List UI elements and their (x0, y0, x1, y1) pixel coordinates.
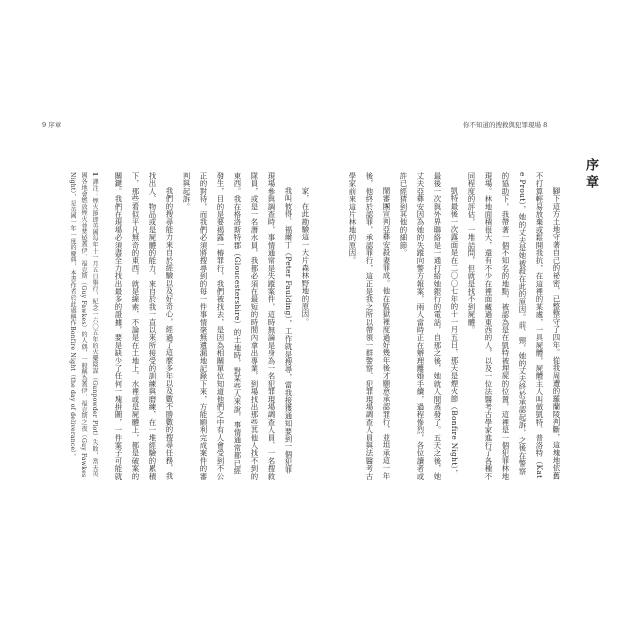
footnote-text: 譯注：煙火節即英國每年十一月五日舉行，紀念一六〇五年的火藥陰謀（Gunpowder Plot）失敗，當天英國各地會燃放煙火並焚燒蓋伊．福克斯（Guy Fawkes）的人偶，一般稱為蓋伊．福克斯之夜（Guy Fawkes Night），是英國一年一度的慶典，本書作者於此處稱作Bonfire Night（the day of deliverance）。 (69, 172, 98, 478)
right-page-header: 你不知道的搜救與犯罪現場 8 (463, 121, 548, 129)
paragraph: 腳下這方土地守著自己的祕密，已整整守了四年。從我周遭的羅蘭陵判斷，這塊地依舊不打算輕易放棄或鬆開我抗，在這裡的某處，一具屍體，屍體主人叫做凱特．普洛特（Kate Prout），她的丈夫是她被殺在此的原因。前、頸，她的丈夫終於承認起訴，之後在警察的協助下，我帶著一個不知名的地點，被認為是在凱特被埋屍的位置，這裡是一個犯罪林地現場。林地面積很大，還有不少在裡面藏過東西的人，以及一位法醫考古學家進行了各種不同程度的評估，一堆詰問，但就是找不到屍體。 (467, 172, 561, 480)
footnote (50, 172, 100, 480)
paragraph: 凱特最後一次露面是在二〇〇七年的十一月五日，那天是煙火節（Bonfire Night），最後一次與外界聯絡是一通打給她銀行的電話，自那之後，她就人間蒸發了。五天之後，她丈夫亞彝安因為她的失蹤向警方報案，兩人當時正在辦理離婚手續，過程慘烈，各位讀者或許已經猜到其他的細節。 (399, 172, 459, 480)
chapter-title: 序章 (583, 158, 598, 192)
right-page-body (343, 172, 565, 480)
left-page-body (106, 172, 314, 480)
paragraph: 我們的搜尋能力來自於經驗以及好奇心，經過了這麼多年以及數不勝數的搜尋任務，我找出人、物品或是屍體的能力，來自於我一直以來所接受的訓練與磨練，在一堆經驗的累積下，那些看似平凡無奇的東西，就是線索，不論是在土地上、水裡或是屍體上，都是破案的關鍵。我們在現場必須盡全力找出最多的證據，要是缺少了任何一塊拼圖，一件案子可能就 (114, 172, 174, 480)
paragraph: 家，在此勘驗這一大片森林野地的原因。 (301, 186, 310, 326)
paragraph: 鬧審團宣判亞彝安殺妻罪成。他在監獄裡度過好幾年後才願意承認罪行，並坦承這一年後，他終於認罪，承認罪行，這正是我之所以帶領一群警察、犯罪現場調查人員與法醫考古學家前來這片林地的原因。 (348, 172, 391, 480)
paragraph: 我叫彼得．福爾丁（Peter Faulding），工作就是搜尋，當我接獲通知要到一個犯罪現場參與調查時，事情通常是失蹤案件，這時無論是身為一名犯罪現場調查人員、一名搜救隊員，或是一名潛水員，我都必須在最短的時間內拿出專業，到場找出那些其他人找不到的東西。我在格洛斯特郡（Gloucestershire）的土地時，對某些人來說，事情通常都已經發生，目的是要揭露一樁罪行，我們被找去，是因為相關單位知道他們之中有人會受到不公正的對待，而我們必須將搜尋到的每一件事情毫無遺漏地記錄下來，方能順利完成案件的審判與起訴。 (182, 172, 293, 480)
left-page-header: 9 序章 (42, 121, 62, 129)
footnote-marker: 1 (91, 172, 98, 177)
